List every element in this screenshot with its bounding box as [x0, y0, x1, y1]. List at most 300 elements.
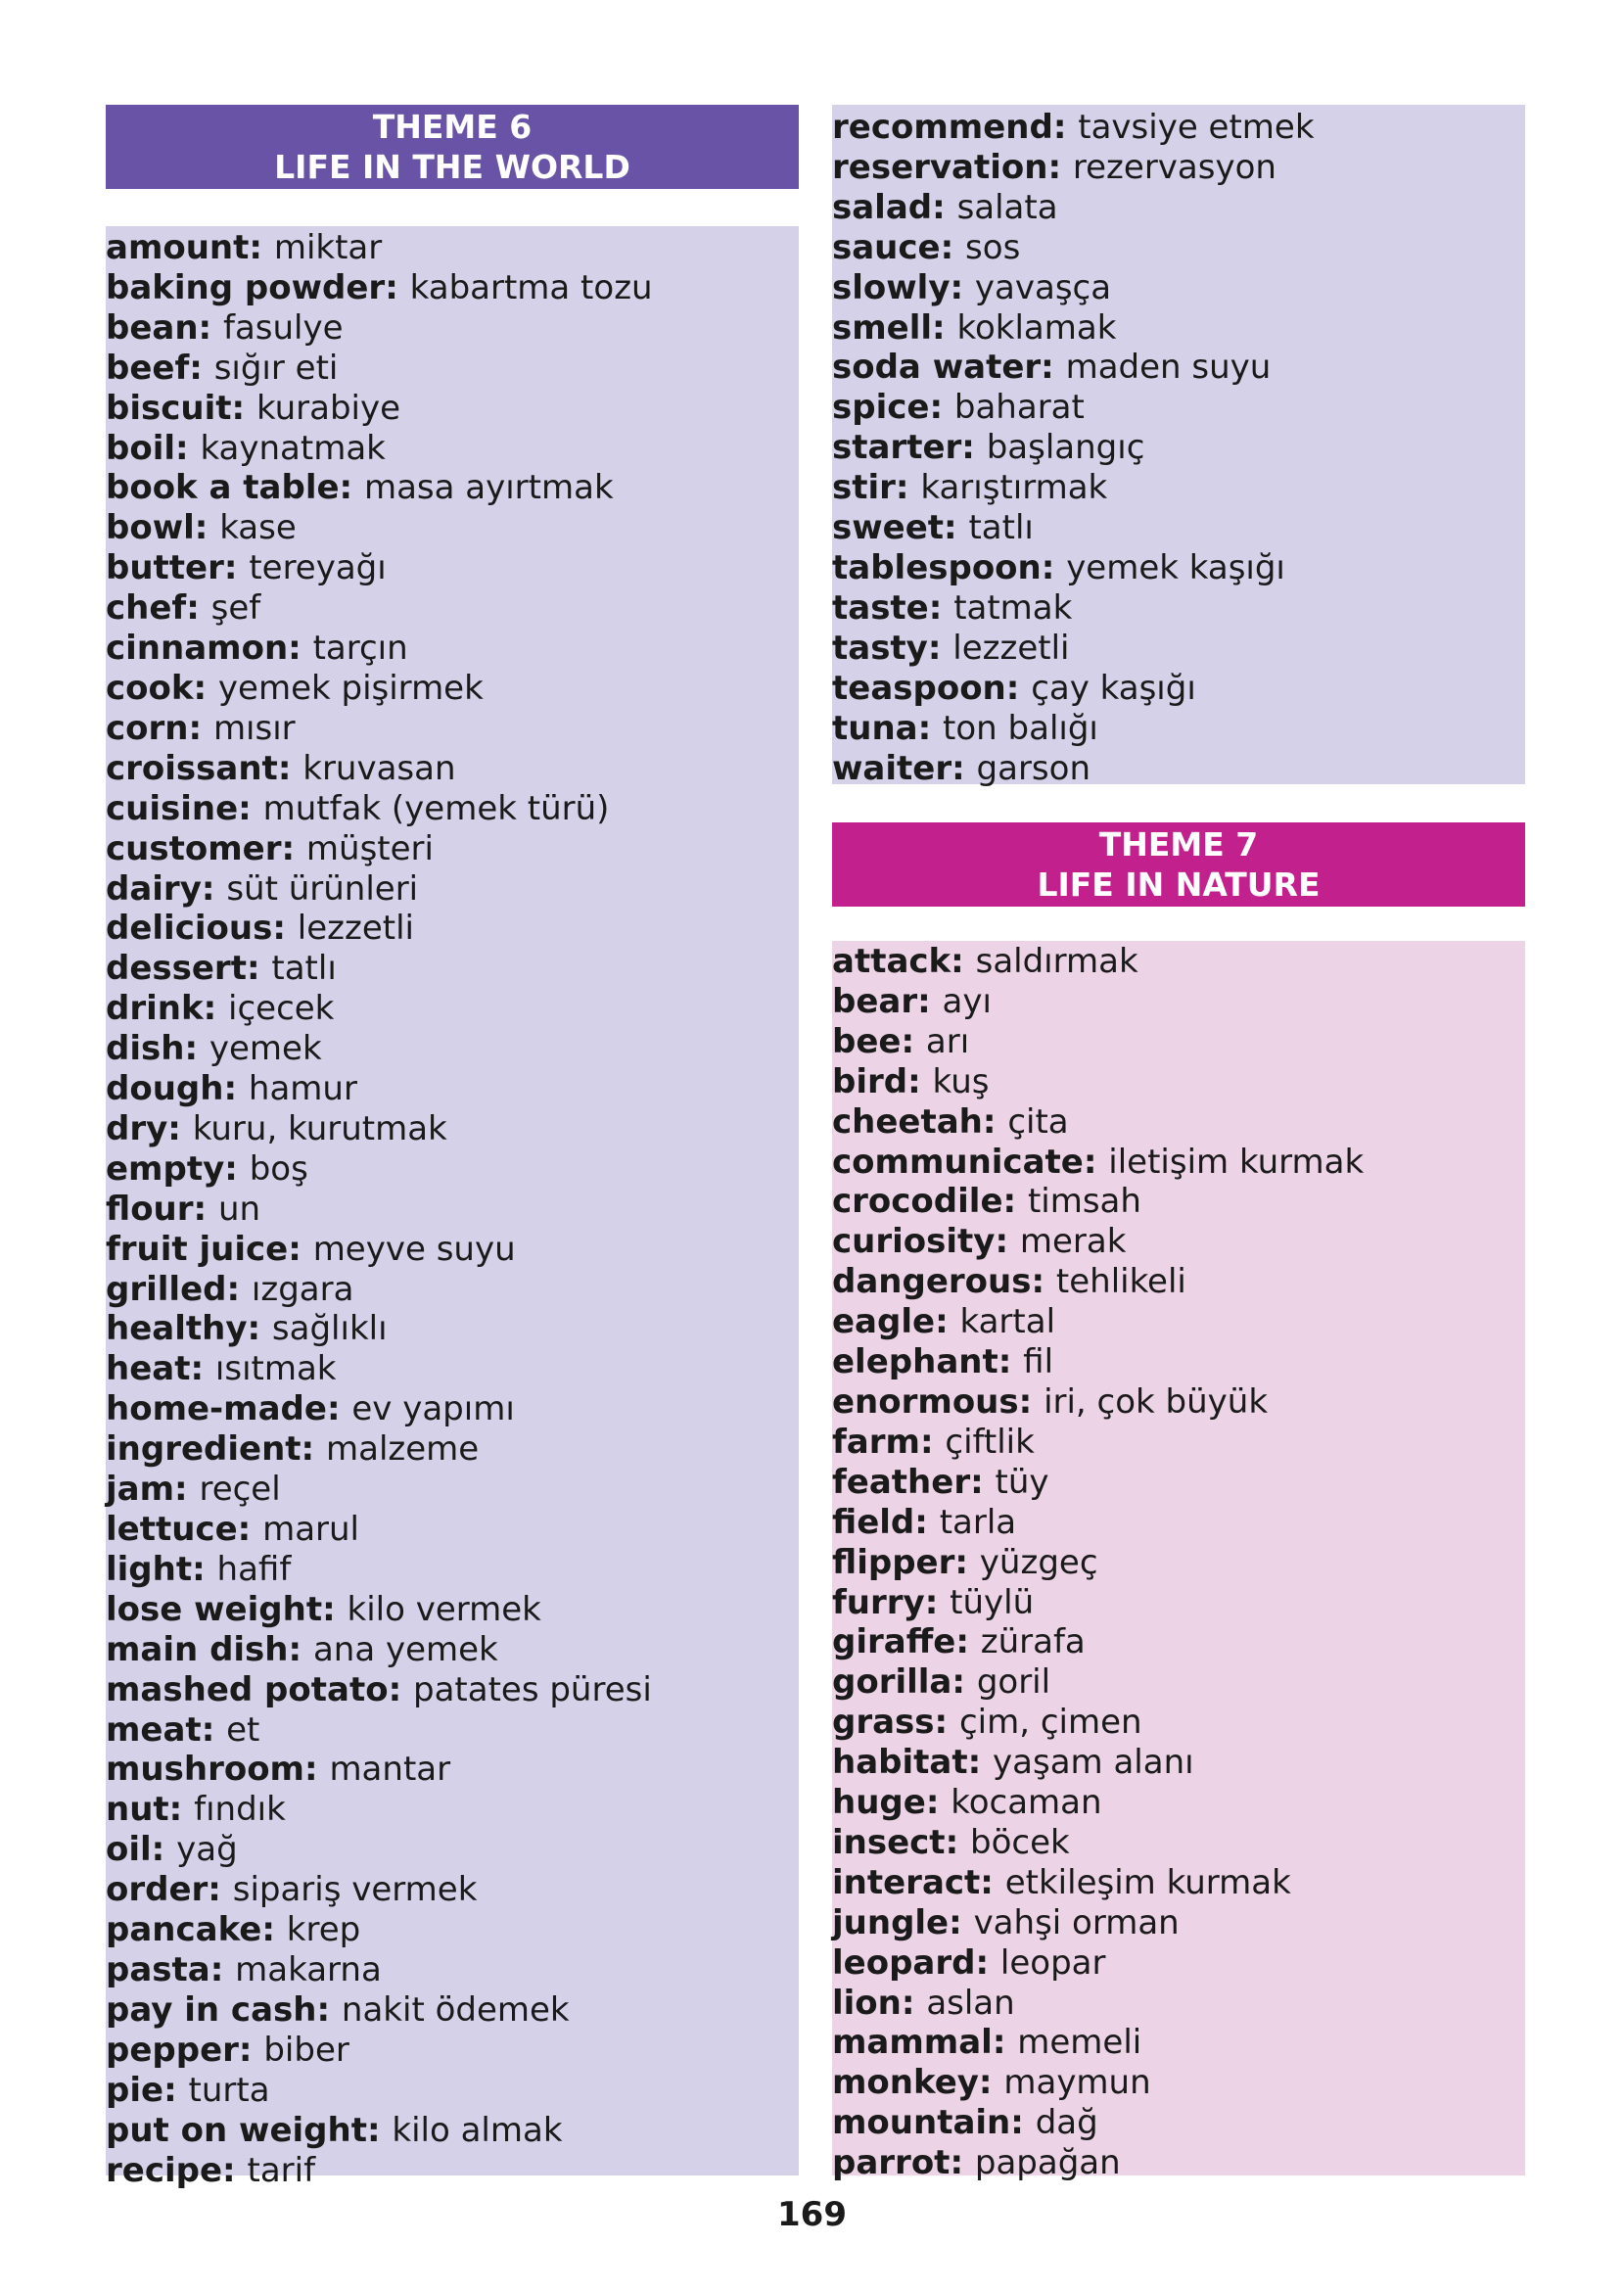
entry-meaning: karıştırmak	[920, 468, 1108, 508]
entry-meaning: fındık	[194, 1790, 286, 1830]
entry-separator: :	[188, 708, 213, 748]
entry-meaning: garson	[976, 748, 1090, 788]
theme6-entry	[106, 1870, 799, 1910]
entry-term: recommend	[832, 108, 1053, 147]
entry-separator: :	[151, 1830, 177, 1870]
entry-term: dough	[106, 1069, 224, 1109]
entry-meaning: lezzetli	[297, 909, 414, 949]
entry-meaning: çay kaşığı	[1031, 668, 1196, 708]
entry-separator: :	[901, 1983, 927, 2023]
theme6-entry	[106, 1429, 799, 1470]
entry-meaning: sipariş vermek	[232, 1870, 478, 1910]
entry-meaning: tüylü	[950, 1582, 1035, 1622]
entry-separator: :	[208, 1870, 233, 1910]
entry-separator: :	[223, 1069, 249, 1109]
entry-term: crocodile	[832, 1182, 1003, 1222]
entry-meaning: içecek	[228, 989, 335, 1029]
theme6-entry	[106, 548, 799, 588]
entry-separator: :	[935, 1302, 960, 1342]
entry-term: customer	[106, 828, 282, 868]
entry-term: flipper	[832, 1542, 955, 1582]
theme6-entry	[106, 629, 799, 669]
theme7-entry	[832, 1903, 1525, 1943]
entry-meaning: yüzgeç	[979, 1542, 1098, 1582]
entry-meaning: kilo vermek	[347, 1589, 541, 1629]
theme6-entry	[106, 2031, 799, 2071]
entry-term: order	[106, 1870, 209, 1910]
theme6-entry	[106, 349, 799, 389]
entry-meaning: kruvasan	[302, 748, 456, 788]
entry-meaning: patates püresi	[413, 1669, 652, 1709]
entry-term: oil	[106, 1830, 152, 1870]
entry-meaning: goril	[976, 1662, 1051, 1703]
entry-term: amount	[106, 228, 250, 267]
entry-meaning: tereyağı	[249, 548, 387, 588]
entry-term: delicious	[106, 909, 273, 949]
entry-separator: :	[201, 868, 227, 909]
entry-meaning: aslan	[926, 1983, 1015, 2023]
entry-meaning: turta	[188, 2070, 270, 2110]
theme7-entry	[832, 1823, 1525, 1863]
entry-meaning: vahşi orman	[973, 1902, 1180, 1942]
entry-separator: :	[246, 949, 272, 989]
entry-term: put on weight	[106, 2110, 367, 2150]
entry-term: bear	[832, 981, 918, 1021]
entry-term: leopard	[832, 1942, 976, 1983]
theme6-entry	[106, 1389, 799, 1429]
entry-meaning: saldırmak	[975, 942, 1138, 981]
entry-meaning: tatlı	[271, 949, 337, 989]
entry-term: elephant	[832, 1342, 998, 1382]
entry-meaning: et	[226, 1709, 260, 1750]
entry-separator: :	[301, 1429, 326, 1470]
entry-term: meat	[106, 1709, 202, 1750]
entry-separator: :	[168, 1790, 195, 1830]
entry-meaning: dağ	[1035, 2103, 1098, 2143]
entry-meaning: marul	[262, 1510, 360, 1549]
entry-meaning: tarçın	[312, 629, 408, 669]
theme6-entry	[106, 1470, 799, 1510]
theme6-continued-entry	[832, 348, 1525, 388]
entry-term: monkey	[832, 2063, 979, 2103]
theme6-word-list-continued	[832, 105, 1525, 788]
theme6-header	[106, 105, 799, 189]
entry-meaning: iri, çok büyük	[1044, 1381, 1269, 1422]
entry-term: dry	[106, 1108, 168, 1148]
entry-meaning: timsah	[1027, 1182, 1141, 1222]
entry-meaning: ısıtmak	[214, 1349, 337, 1389]
theme6-continued-entry	[832, 749, 1525, 789]
theme6-continued-entry	[832, 468, 1525, 508]
entry-term: taste	[832, 587, 929, 628]
entry-term: ingredient	[106, 1429, 302, 1470]
theme6-entry	[106, 1149, 799, 1190]
entry-term: mashed potato	[106, 1669, 389, 1709]
entry-term: healthy	[106, 1309, 248, 1349]
entry-separator: :	[967, 1743, 994, 1783]
theme6-entry	[106, 508, 799, 548]
theme7-entry	[832, 1022, 1525, 1062]
entry-separator: :	[929, 388, 954, 428]
entry-meaning: sağlıklı	[271, 1309, 388, 1349]
theme7-entry	[832, 1783, 1525, 1823]
entry-meaning: krep	[286, 1910, 361, 1950]
entry-separator: :	[950, 267, 975, 307]
theme7-entry	[832, 2143, 1525, 2183]
theme6-entry	[106, 1950, 799, 1990]
entry-meaning: tehlikeli	[1055, 1262, 1186, 1302]
entry-meaning: fil	[1023, 1342, 1054, 1382]
entry-term: empty	[106, 1148, 225, 1189]
entry-meaning: koklamak	[956, 307, 1117, 348]
entry-separator: :	[224, 1148, 250, 1189]
entry-term: mountain	[832, 2103, 1011, 2143]
entry-meaning: kurabiye	[255, 388, 401, 428]
theme6-entry	[106, 2151, 799, 2191]
entry-term: salad	[832, 187, 933, 227]
entry-meaning: tarla	[939, 1502, 1017, 1542]
entry-separator: :	[304, 1750, 330, 1790]
entry-meaning: çim, çimen	[958, 1703, 1142, 1743]
entry-separator: :	[992, 2023, 1018, 2063]
theme7-entry	[832, 942, 1525, 982]
theme6-entry	[106, 989, 799, 1029]
entry-term: sauce	[832, 227, 941, 267]
entry-meaning: müşteri	[305, 828, 434, 868]
entry-meaning: tavsiye etmek	[1078, 108, 1315, 147]
entry-term: tasty	[832, 628, 928, 668]
entry-separator: :	[978, 2063, 1004, 2103]
theme6-continued-entry	[832, 588, 1525, 629]
theme6-entry	[106, 268, 799, 308]
entry-meaning: tatlı	[968, 508, 1034, 548]
entry-term: drink	[106, 989, 204, 1029]
entry-term: heat	[106, 1349, 191, 1389]
entry-separator: :	[223, 548, 250, 588]
entry-separator: :	[975, 1942, 1000, 1983]
entry-separator: :	[322, 1589, 348, 1629]
theme6-continued-entry	[832, 508, 1525, 548]
entry-term: furry	[832, 1582, 925, 1622]
entry-meaning: yağ	[176, 1830, 238, 1870]
entry-term: boil	[106, 428, 176, 468]
entry-meaning: zürafa	[980, 1622, 1086, 1662]
theme6-entry	[106, 1309, 799, 1349]
entry-meaning: masa ayırtmak	[363, 468, 614, 508]
entry-separator: :	[919, 1422, 946, 1462]
theme6-entry	[106, 1670, 799, 1710]
theme6-continued-entry	[832, 669, 1525, 709]
theme7-entry	[832, 1703, 1525, 1743]
entry-meaning: un	[217, 1189, 261, 1229]
theme6-entry	[106, 1510, 799, 1550]
entry-term: tablespoon	[832, 547, 1042, 587]
theme6-continued-entry	[832, 388, 1525, 428]
theme6-entry	[106, 1190, 799, 1230]
entry-term: dish	[106, 1029, 185, 1069]
theme7-entry	[832, 1863, 1525, 1903]
entry-separator: :	[249, 228, 274, 267]
entry-meaning: mutfak (yemek türü)	[262, 788, 610, 828]
entry-term: habitat	[832, 1743, 968, 1783]
entry-meaning: tarif	[247, 2150, 316, 2190]
theme6-entry	[106, 1630, 799, 1670]
entry-term: grilled	[106, 1269, 227, 1309]
entry-meaning: ana yemek	[312, 1629, 498, 1669]
entry-separator: :	[247, 1309, 272, 1349]
theme6-entry	[106, 1830, 799, 1870]
entry-separator: :	[949, 1902, 974, 1942]
entry-separator: :	[1041, 348, 1066, 388]
entry-separator: :	[388, 1669, 413, 1709]
theme7-entry	[832, 2103, 1525, 2143]
entry-separator: :	[174, 1470, 200, 1510]
theme6-entry	[106, 588, 799, 629]
theme7-header	[832, 822, 1525, 907]
theme6-entry	[106, 468, 799, 508]
entry-separator: :	[238, 788, 263, 828]
entry-term: dangerous	[832, 1262, 1032, 1302]
theme7-entry	[832, 1262, 1525, 1302]
entry-meaning: şef	[210, 588, 261, 629]
theme7-entry	[832, 1662, 1525, 1703]
entry-separator: :	[209, 1949, 236, 1989]
entry-meaning: yemek	[209, 1029, 322, 1069]
entry-term: cheetah	[832, 1101, 983, 1142]
entry-term: cuisine	[106, 788, 239, 828]
entry-meaning: kase	[219, 508, 297, 548]
theme7-entry	[832, 1302, 1525, 1342]
theme6-continued-entry	[832, 709, 1525, 749]
entry-separator: :	[924, 1582, 951, 1622]
entry-term: pie	[106, 2070, 164, 2110]
entry-term: dairy	[106, 868, 202, 909]
entry-term: soda water	[832, 348, 1042, 388]
entry-separator: :	[193, 1189, 218, 1229]
entry-meaning: maymun	[1003, 2063, 1151, 2103]
entry-term: lion	[832, 1983, 902, 2023]
entry-meaning: malzeme	[325, 1429, 480, 1470]
entry-meaning: böcek	[970, 1822, 1070, 1862]
entry-term: parrot	[832, 2143, 951, 2183]
entry-meaning: maden suyu	[1065, 348, 1272, 388]
entry-separator: :	[901, 1021, 926, 1061]
entry-term: curiosity	[832, 1222, 996, 1262]
theme6-continued-entry	[832, 629, 1525, 669]
theme7-entry	[832, 1102, 1525, 1143]
theme6-entry	[106, 1109, 799, 1149]
theme6-entry	[106, 429, 799, 469]
entry-term: flour	[106, 1189, 194, 1229]
entry-separator: :	[995, 1222, 1020, 1262]
entry-term: corn	[106, 708, 189, 748]
entry-separator: :	[1083, 1142, 1109, 1182]
entry-separator: :	[1002, 1182, 1028, 1222]
entry-separator: :	[226, 1269, 252, 1309]
entry-meaning: kartal	[959, 1302, 1056, 1342]
entry-term: mammal	[832, 2023, 993, 2063]
entry-term: lettuce	[106, 1510, 238, 1549]
entry-meaning: miktar	[273, 228, 383, 267]
entry-separator: :	[231, 388, 256, 428]
theme7-entry	[832, 2063, 1525, 2103]
entry-separator: :	[222, 2150, 248, 2190]
theme7-entry	[832, 1583, 1525, 1623]
entry-term: bowl	[106, 508, 195, 548]
entry-term: pancake	[106, 1910, 262, 1950]
entry-separator: :	[184, 1029, 209, 1069]
theme6-entry	[106, 1590, 799, 1630]
entry-separator: :	[272, 909, 298, 949]
entry-term: bee	[832, 1021, 902, 1061]
theme6-continued-entry	[832, 148, 1525, 188]
entry-separator: :	[932, 307, 957, 348]
entry-separator: :	[940, 227, 966, 267]
theme6-entry	[106, 869, 799, 910]
entry-term: lose weight	[106, 1589, 323, 1629]
theme6-entry	[106, 1990, 799, 2031]
theme7-entry	[832, 1062, 1525, 1102]
entry-separator: :	[998, 1342, 1024, 1382]
entry-term: jungle	[832, 1902, 950, 1942]
entry-term: field	[832, 1502, 915, 1542]
theme7-entry	[832, 2023, 1525, 2063]
entry-term: feather	[832, 1462, 971, 1502]
entry-meaning: etkileşim kurmak	[1004, 1862, 1291, 1902]
theme6-entry	[106, 1750, 799, 1790]
entry-term: cook	[106, 668, 194, 708]
entry-term: light	[106, 1549, 193, 1589]
entry-meaning: yemek pişirmek	[217, 668, 484, 708]
entry-meaning: mısır	[212, 708, 296, 748]
entry-separator: :	[193, 668, 218, 708]
theme6-entry	[106, 789, 799, 829]
theme6-entry	[106, 228, 799, 268]
entry-term: baking powder	[106, 267, 386, 307]
entry-meaning: süt ürünleri	[226, 868, 419, 909]
entry-term: recipe	[106, 2150, 223, 2190]
entry-meaning: yemek kaşığı	[1066, 547, 1285, 587]
entry-term: attack	[832, 942, 951, 981]
entry-separator: :	[970, 1462, 996, 1502]
entry-term: enormous	[832, 1381, 1019, 1422]
entry-separator: :	[951, 1662, 977, 1703]
entry-meaning: baharat	[953, 388, 1085, 428]
theme6-entry	[106, 1029, 799, 1069]
entry-term: nut	[106, 1790, 169, 1830]
entry-term: teaspoon	[832, 668, 1006, 708]
entry-separator: :	[944, 508, 969, 548]
entry-meaning: meyve suyu	[312, 1229, 516, 1269]
entry-separator: :	[316, 1989, 342, 2030]
entry-meaning: kocaman	[951, 1783, 1102, 1823]
entry-term: gorilla	[832, 1662, 952, 1703]
theme6-continued-entry	[832, 428, 1525, 468]
entry-separator: :	[955, 1622, 981, 1662]
entry-separator: :	[366, 2110, 393, 2150]
entry-meaning: boş	[249, 1148, 308, 1189]
theme6-entry	[106, 389, 799, 429]
entry-term: butter	[106, 548, 224, 588]
entry-meaning: ton balığı	[943, 708, 1098, 748]
entry-meaning: hamur	[248, 1069, 357, 1109]
entry-separator: :	[192, 1549, 217, 1589]
theme6-title-line1: THEME 6	[372, 108, 533, 146]
theme6-entry	[106, 909, 799, 949]
theme6-continued-entry	[832, 548, 1525, 588]
entry-term: grass	[832, 1703, 935, 1743]
entry-separator: :	[163, 2070, 189, 2110]
entry-separator: :	[927, 628, 953, 668]
entry-meaning: yavaşça	[974, 267, 1112, 307]
entry-meaning: kuru, kurutmak	[192, 1108, 447, 1148]
entry-meaning: sığır eti	[213, 348, 339, 388]
theme6-entry	[106, 1230, 799, 1270]
entry-term: mushroom	[106, 1750, 304, 1790]
entry-meaning: nakit ödemek	[341, 1989, 570, 2030]
entry-term: interact	[832, 1862, 981, 1902]
entry-separator: :	[203, 989, 229, 1029]
entry-meaning: ev yapımı	[351, 1389, 515, 1429]
entry-separator: :	[950, 2143, 975, 2183]
entry-separator: :	[934, 1703, 959, 1743]
theme7-entry	[832, 1622, 1525, 1662]
entry-meaning: lezzetli	[952, 628, 1070, 668]
entry-meaning: ızgara	[251, 1269, 354, 1309]
entry-meaning: merak	[1019, 1222, 1127, 1262]
entry-separator: :	[281, 828, 306, 868]
entry-separator: :	[895, 468, 921, 508]
entry-separator: :	[288, 1229, 313, 1269]
theme6-word-list	[106, 226, 799, 2190]
entry-separator: :	[175, 428, 201, 468]
theme6-entry	[106, 1910, 799, 1950]
entry-term: beef	[106, 348, 190, 388]
theme7-entry	[832, 1143, 1525, 1183]
entry-term: farm	[832, 1422, 920, 1462]
entry-separator: :	[907, 1061, 933, 1101]
theme7-entry	[832, 1423, 1525, 1463]
entry-separator: :	[1052, 108, 1079, 147]
entry-meaning: tatmak	[953, 587, 1073, 628]
entry-meaning: yaşam alanı	[993, 1743, 1194, 1783]
entry-separator: :	[339, 468, 364, 508]
entry-meaning: fasulye	[222, 307, 344, 348]
theme6-title-line2: LIFE IN THE WORLD	[274, 148, 630, 186]
entry-term: book a table	[106, 468, 340, 508]
entry-term: sweet	[832, 508, 945, 548]
entry-meaning: ayı	[942, 981, 992, 1021]
theme6-entry	[106, 829, 799, 869]
entry-meaning: reçel	[199, 1470, 281, 1510]
entry-term: reservation	[832, 147, 1048, 187]
theme7-entry	[832, 1463, 1525, 1503]
entry-meaning: mantar	[329, 1750, 451, 1790]
theme6-entry	[106, 1550, 799, 1590]
entry-meaning: leopar	[999, 1942, 1106, 1983]
entry-term: home-made	[106, 1389, 327, 1429]
entry-term: spice	[832, 388, 930, 428]
entry-separator: :	[951, 942, 976, 981]
entry-term: main dish	[106, 1629, 289, 1669]
entry-term: pepper	[106, 2030, 239, 2070]
entry-term: bean	[106, 307, 199, 348]
entry-separator: :	[190, 1349, 215, 1389]
entry-separator: :	[238, 2030, 264, 2070]
entry-term: bird	[832, 1061, 908, 1101]
entry-term: eagle	[832, 1302, 936, 1342]
entry-separator: :	[277, 748, 303, 788]
